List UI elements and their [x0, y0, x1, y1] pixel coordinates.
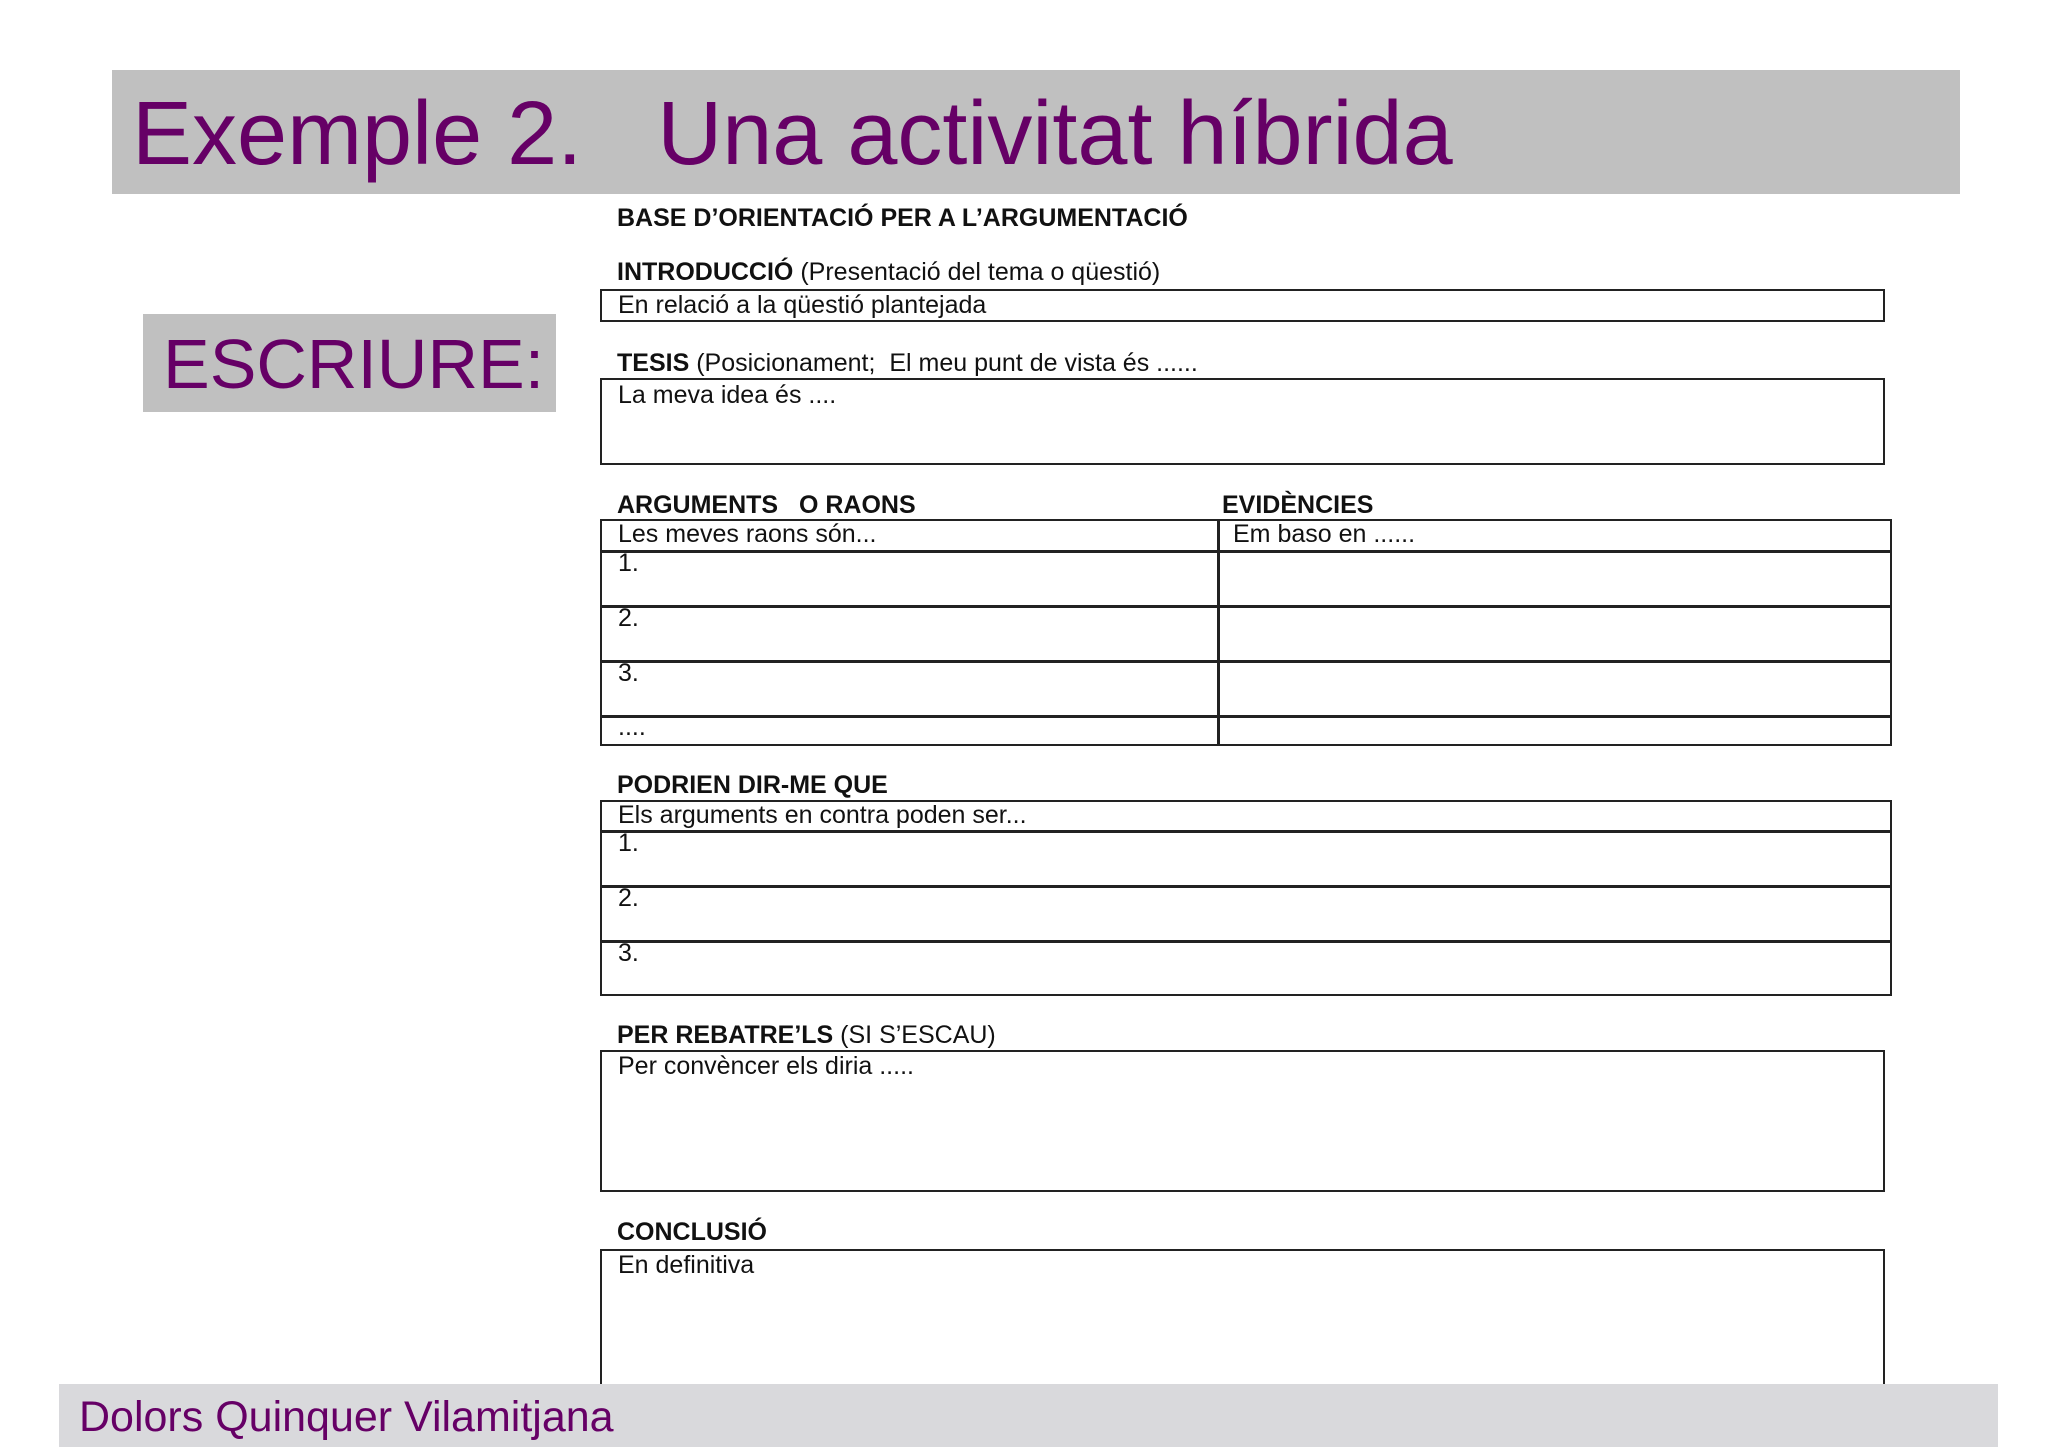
arguments-row-line: [602, 660, 1890, 663]
evidences-label: EVIDÈNCIES: [1222, 491, 1374, 519]
rebut-label: PER REBATRE’LS (SI S’ESCAU): [617, 1021, 996, 1049]
conclusion-box-text: En definitiva: [618, 1251, 755, 1279]
arguments-row-number: 2.: [618, 604, 639, 632]
evidences-header: Em baso en ......: [1233, 520, 1416, 548]
arguments-divider: [1217, 521, 1220, 745]
tesis-box-text: La meva idea és ....: [618, 381, 837, 409]
counter-row-number: 1.: [618, 829, 639, 857]
counter-header: Els arguments en contra poden ser...: [618, 801, 1027, 829]
arguments-row-line: [602, 715, 1890, 718]
arguments-row-number: 1.: [618, 549, 639, 577]
intro-label: INTRODUCCIÓ (Presentació del tema o qüestió): [617, 258, 1161, 286]
rebut-box: [600, 1050, 1885, 1192]
counter-row-number: 2.: [618, 884, 639, 912]
counter-table: [600, 800, 1892, 996]
counter-label: PODRIEN DIR-ME QUE: [617, 771, 888, 799]
footer-author: Dolors Quinquer Vilamitjana: [79, 1393, 614, 1441]
side-label: ESCRIURE:: [163, 325, 545, 403]
counter-row-number: 3.: [618, 939, 639, 967]
intro-box-text: En relació a la qüestió plantejada: [618, 291, 987, 319]
intro-box: [600, 289, 1885, 322]
worksheet-heading: BASE D’ORIENTACIÓ PER A L’ARGUMENTACIÓ: [617, 204, 1188, 232]
arguments-row-number: 3.: [618, 659, 639, 687]
rebut-box-text: Per convèncer els diria .....: [618, 1052, 914, 1080]
arguments-label: ARGUMENTS O RAONS: [617, 491, 916, 519]
arguments-row-line: [602, 550, 1890, 553]
counter-row-line: [602, 830, 1890, 833]
counter-row-line: [602, 940, 1890, 943]
arguments-row-line: [602, 605, 1890, 608]
counter-row-line: [602, 885, 1890, 888]
tesis-box: [600, 378, 1885, 465]
footer-bar: [59, 1384, 1998, 1447]
arguments-header: Les meves raons són...: [618, 520, 877, 548]
arguments-row-number: ....: [618, 713, 646, 741]
slide-title: Exemple 2. Una activitat híbrida: [132, 84, 1453, 184]
arguments-table: [600, 519, 1892, 746]
conclusion-label: CONCLUSIÓ: [617, 1218, 767, 1246]
tesis-label: TESIS (Posicionament; El meu punt de vista és ......: [617, 349, 1198, 377]
